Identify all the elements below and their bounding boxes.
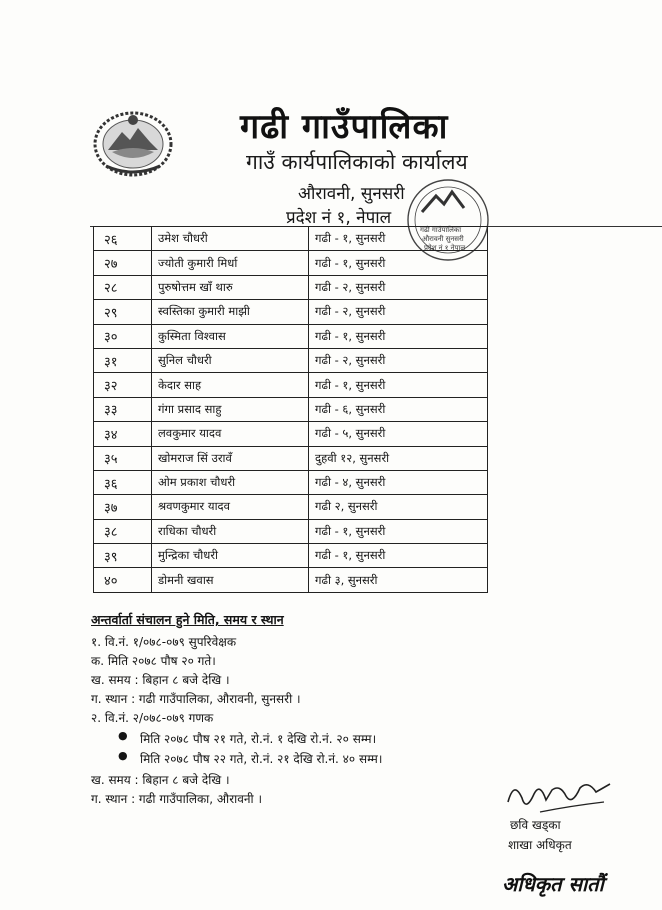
candidate-roster-table	[93, 226, 488, 593]
interview-line: ख. समय : बिहान ८ बजे देखि ।	[91, 773, 230, 787]
candidate-name: मुन्द्रिका चौधरी	[152, 544, 309, 568]
candidate-address: गढी - १, सुनसरी	[309, 324, 488, 348]
candidate-name: केदार साह	[152, 373, 309, 397]
interview-line: ग. स्थान : गढी गाउँपालिका, औरावनी ।	[91, 792, 263, 806]
interview-line: १. वि.नं. १/०७८-०७९ सुपरिवेक्षक	[91, 635, 237, 649]
candidate-address: गढी - १, सुनसरी	[309, 373, 488, 397]
table-row	[94, 495, 488, 519]
candidate-name: गंगा प्रसाद साहु	[152, 397, 309, 421]
row-number: ३३	[94, 397, 152, 421]
candidate-name: ज्योती कुमारी मिर्धा	[152, 251, 309, 275]
table-row	[94, 568, 488, 592]
candidate-address: गढी - २, सुनसरी	[309, 348, 488, 372]
candidate-name: उमेश चौधरी	[152, 227, 309, 251]
candidate-name: कुस्मिता विश्वास	[152, 324, 309, 348]
signatory-title: शाखा अधिकृत	[508, 838, 572, 852]
interview-line: ग. स्थान : गढी गाउँपालिका, औरावनी, सुनसरी ।	[91, 692, 301, 706]
row-number: २८	[94, 275, 152, 299]
row-number: २७	[94, 251, 152, 275]
candidate-name: राधिका चौधरी	[152, 519, 309, 543]
interview-line: २. वि.नं. २/०७८-०७९ गणक	[91, 711, 214, 725]
table-row	[94, 422, 488, 446]
candidate-name: लवकुमार यादव	[152, 422, 309, 446]
table-row	[94, 519, 488, 543]
authority-stamp	[500, 865, 612, 899]
candidate-address: गढी - १, सुनसरी	[309, 519, 488, 543]
row-number: ३९	[94, 544, 152, 568]
candidate-name: खोमराज सिं उरावँ	[152, 446, 309, 470]
table-row	[94, 251, 488, 275]
office-subtitle: गाउँ कार्यपालिकाको कार्यालय	[246, 150, 468, 174]
candidate-address: दुहवी १२, सुनसरी	[309, 446, 488, 470]
candidate-address: गढी - ५, सुनसरी	[309, 422, 488, 446]
signatory-name: छवि खड्का	[510, 818, 561, 832]
schedule-bullet: ● मिति २०७८ पौष २१ गते, रो.नं. १ देखि रो.नं. २० सम्म।	[140, 730, 376, 747]
candidate-address: गढी - २, सुनसरी	[309, 275, 488, 299]
candidate-name: स्वस्तिका कुमारी माझी	[152, 300, 309, 324]
table-row	[94, 300, 488, 324]
row-number: ३६	[94, 470, 152, 494]
candidate-address: गढी ३, सुनसरी	[309, 568, 488, 592]
table-row	[94, 348, 488, 372]
candidate-name: पुरुषोत्तम खाँ थारु	[152, 275, 309, 299]
candidate-address: गढी - १, सुनसरी	[309, 227, 488, 251]
table-row	[94, 275, 488, 299]
interview-line: क. मिति २०७८ पौष २० गते।	[91, 654, 216, 668]
interview-heading: अन्तर्वार्ता संचालन हुने मिति, समय र स्थान	[91, 612, 284, 627]
candidate-name: डोमनी खवास	[152, 568, 309, 592]
candidate-address: गढी - १, सुनसरी	[309, 251, 488, 275]
table-row	[94, 544, 488, 568]
table-row	[94, 397, 488, 421]
candidate-address: गढी - १, सुनसरी	[309, 544, 488, 568]
table-row	[94, 470, 488, 494]
candidate-address: गढी - ६, सुनसरी	[309, 397, 488, 421]
row-number: २९	[94, 300, 152, 324]
svg-text:प्रदेश नं १ नेपाल: प्रदेश नं १ नेपाल	[424, 244, 466, 252]
row-number: ३८	[94, 519, 152, 543]
row-number: ४०	[94, 568, 152, 592]
row-number: ३२	[94, 373, 152, 397]
interview-line: ख. समय : बिहान ८ बजे देखि ।	[91, 673, 230, 687]
row-number: ३५	[94, 446, 152, 470]
candidate-name: सुनिल चौधरी	[152, 348, 309, 372]
candidate-address: गढी २, सुनसरी	[309, 495, 488, 519]
handwritten-signature	[500, 772, 620, 820]
svg-text:अधिकृत सातौं: अधिकृत सातौं	[502, 872, 604, 896]
address-line-1: औरावनी, सुनसरी	[298, 184, 405, 204]
candidate-name: ओम प्रकाश चौधरी	[152, 470, 309, 494]
row-number: ३१	[94, 348, 152, 372]
office-title: गढी गाउँपालिका	[240, 107, 449, 147]
svg-text:गढी गाउँपालिका: गढी गाउँपालिका	[420, 226, 462, 234]
row-number: ३७	[94, 495, 152, 519]
svg-text:औरावनी सुनसरी: औरावनी सुनसरी	[422, 235, 464, 243]
row-number: ३०	[94, 324, 152, 348]
candidate-name: श्रवणकुमार यादव	[152, 495, 309, 519]
table-row	[94, 324, 488, 348]
nepal-emblem-icon	[92, 108, 174, 178]
schedule-bullet: ● मिति २०७८ पौष २२ गते, रो.नं. २१ देखि रो.नं. ४० सम्म।	[140, 750, 382, 767]
row-number: २६	[94, 227, 152, 251]
row-number: ३४	[94, 422, 152, 446]
table-row	[94, 227, 488, 251]
address-line-2: प्रदेश नं १, नेपाल	[286, 208, 392, 228]
candidate-address: गढी - २, सुनसरी	[309, 300, 488, 324]
candidate-address: गढी - ४, सुनसरी	[309, 470, 488, 494]
table-row	[94, 446, 488, 470]
table-row	[94, 373, 488, 397]
